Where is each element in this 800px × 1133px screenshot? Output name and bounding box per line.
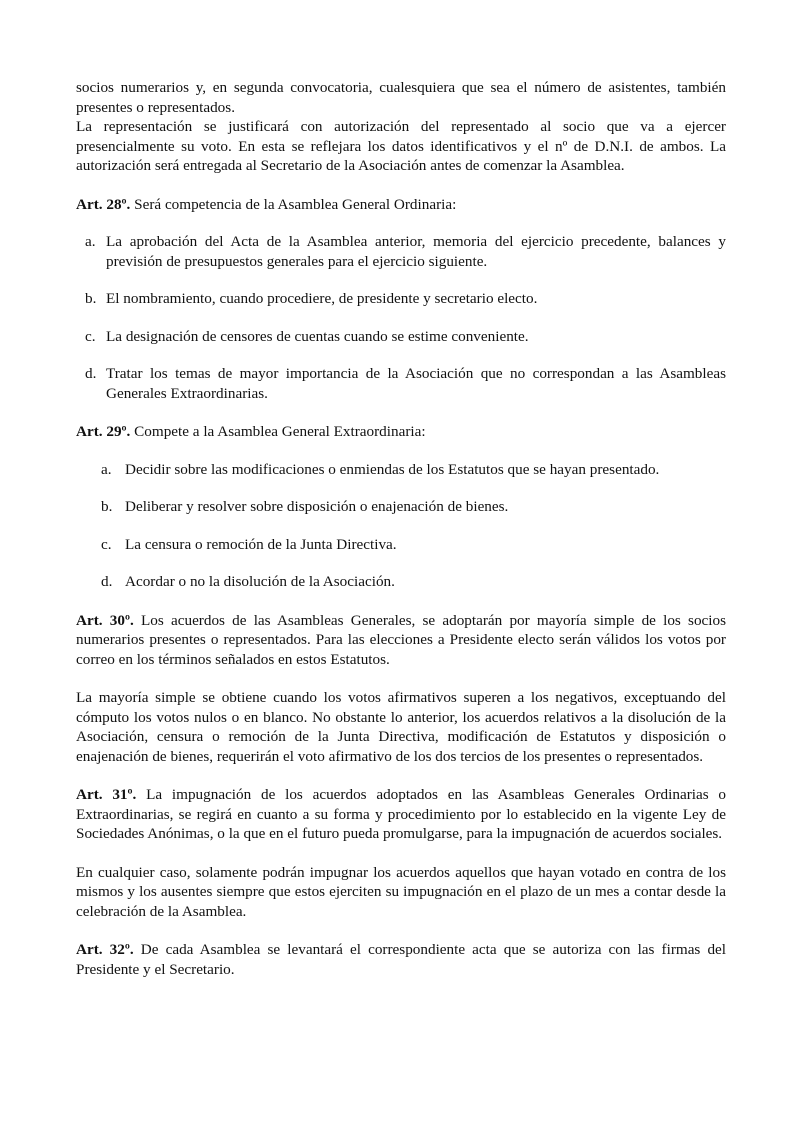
article-29-text: Compete a la Asamblea General Extraordinaria: <box>134 423 426 440</box>
list-item-text: Decidir sobre las modificaciones o enmiendas de los Estatutos que se hayan presentado. <box>125 460 660 478</box>
article-30-paragraph-2: La mayoría simple se obtiene cuando los votos afirmativos superen a los negativos, exceptuando del cómputo los votos nulos o en blanco. No obstante lo anterior, los acuerdos relativos a la disolución de la Asociación, censura o remoción de la Junta Directiva, modificación de Estatutos y disposición o enajenación de bienes, requerirán el voto afirmativo de los dos tercios de los presentes o representados. <box>76 689 726 765</box>
article-28-list <box>76 232 726 403</box>
article-28-label: Art. 28º. <box>76 195 131 213</box>
document-page <box>76 78 726 979</box>
list-item <box>76 497 726 517</box>
article-29-list <box>76 460 726 592</box>
article-31-text: La impugnación de los acuerdos adoptados en las Asambleas Generales Ordinarias o Extraordinarias, se regirá en cuanto a su forma y procedimiento por lo establecido en la vigente Ley de Sociedades Anónimas, o la que en el futuro pueda promulgarse, para la impugnación de acuerdos sociales. <box>76 786 727 842</box>
article-30-label: Art. 30º. <box>76 611 134 629</box>
article-32-label: Art. 32º. <box>76 941 134 958</box>
article-28-heading <box>76 195 726 215</box>
article-29-heading <box>76 422 726 442</box>
list-item-text: Acordar o no la disolución de la Asociación. <box>125 573 395 590</box>
list-item-text: Deliberar y resolver sobre disposición o enajenación de bienes. <box>125 498 509 515</box>
intro-paragraph-2: La representación se justificará con autorización del representado al socio que va a ejercer presencialmente su voto. En esta se reflejara los datos identificativos y el nº de D.N.I. de ambos. La autorización será entregada al Secretario de la Asociación antes de comenzar la Asamblea. <box>76 118 726 174</box>
article-32-paragraph <box>76 940 726 979</box>
list-item <box>76 572 726 592</box>
list-item <box>76 289 726 309</box>
list-item-text: El nombramiento, cuando procediere, de presidente y secretario electo. <box>106 290 538 307</box>
list-item-text: La designación de censores de cuentas cuando se estime conveniente. <box>106 327 529 345</box>
list-item <box>76 232 726 271</box>
list-item-text: La aprobación del Acta de la Asamblea anterior, memoria del ejercicio precedente, balances y previsión de presupuestos generales para el ejercicio siguiente. <box>106 233 726 270</box>
list-item-text: Tratar los temas de mayor importancia de la Asociación que no correspondan a las Asambleas Generales Extraordinarias. <box>106 365 726 402</box>
article-31-label: Art. 31º. <box>76 786 137 803</box>
article-31-paragraph-2: En cualquier caso, solamente podrán impugnar los acuerdos aquellos que hayan votado en contra de los mismos y los ausentes siempre que estos ejerciten su impugnación en el plazo de un mes a contar desde la celebración de la Asamblea. <box>76 863 726 920</box>
list-marker: c. <box>85 327 96 345</box>
list-item <box>76 327 726 347</box>
article-29-label: Art. 29º. <box>76 423 131 440</box>
list-marker: a. <box>101 460 112 478</box>
list-item <box>76 364 726 403</box>
list-marker: d. <box>101 573 113 590</box>
article-30-paragraph <box>76 611 726 670</box>
article-31-paragraph <box>76 785 726 844</box>
list-marker: d. <box>85 365 97 382</box>
article-30-text: Los acuerdos de las Asambleas Generales, se adoptarán por mayoría simple de los socios numerarios presentes o representados. Para las elecciones a Presidente electo serán válidos los votos por correo en los términos señalados en estos Estatutos. <box>76 611 727 668</box>
list-marker: c. <box>101 535 112 553</box>
list-marker: a. <box>85 233 96 250</box>
list-item <box>76 460 726 480</box>
article-32-text: De cada Asamblea se levantará el correspondiente acta que se autoriza con las firmas del Presidente y el Secretario. <box>76 941 727 978</box>
list-item-text: La censura o remoción de la Junta Directiva. <box>125 535 397 553</box>
article-28-text: Será competencia de la Asamblea General Ordinaria: <box>134 195 457 213</box>
list-marker: b. <box>85 290 97 307</box>
intro-paragraph-1: socios numerarios y, en segunda convocatoria, cualesquiera que sea el número de asistentes, también presentes o representados. <box>76 79 726 116</box>
list-marker: b. <box>101 498 113 515</box>
list-item <box>76 535 726 555</box>
